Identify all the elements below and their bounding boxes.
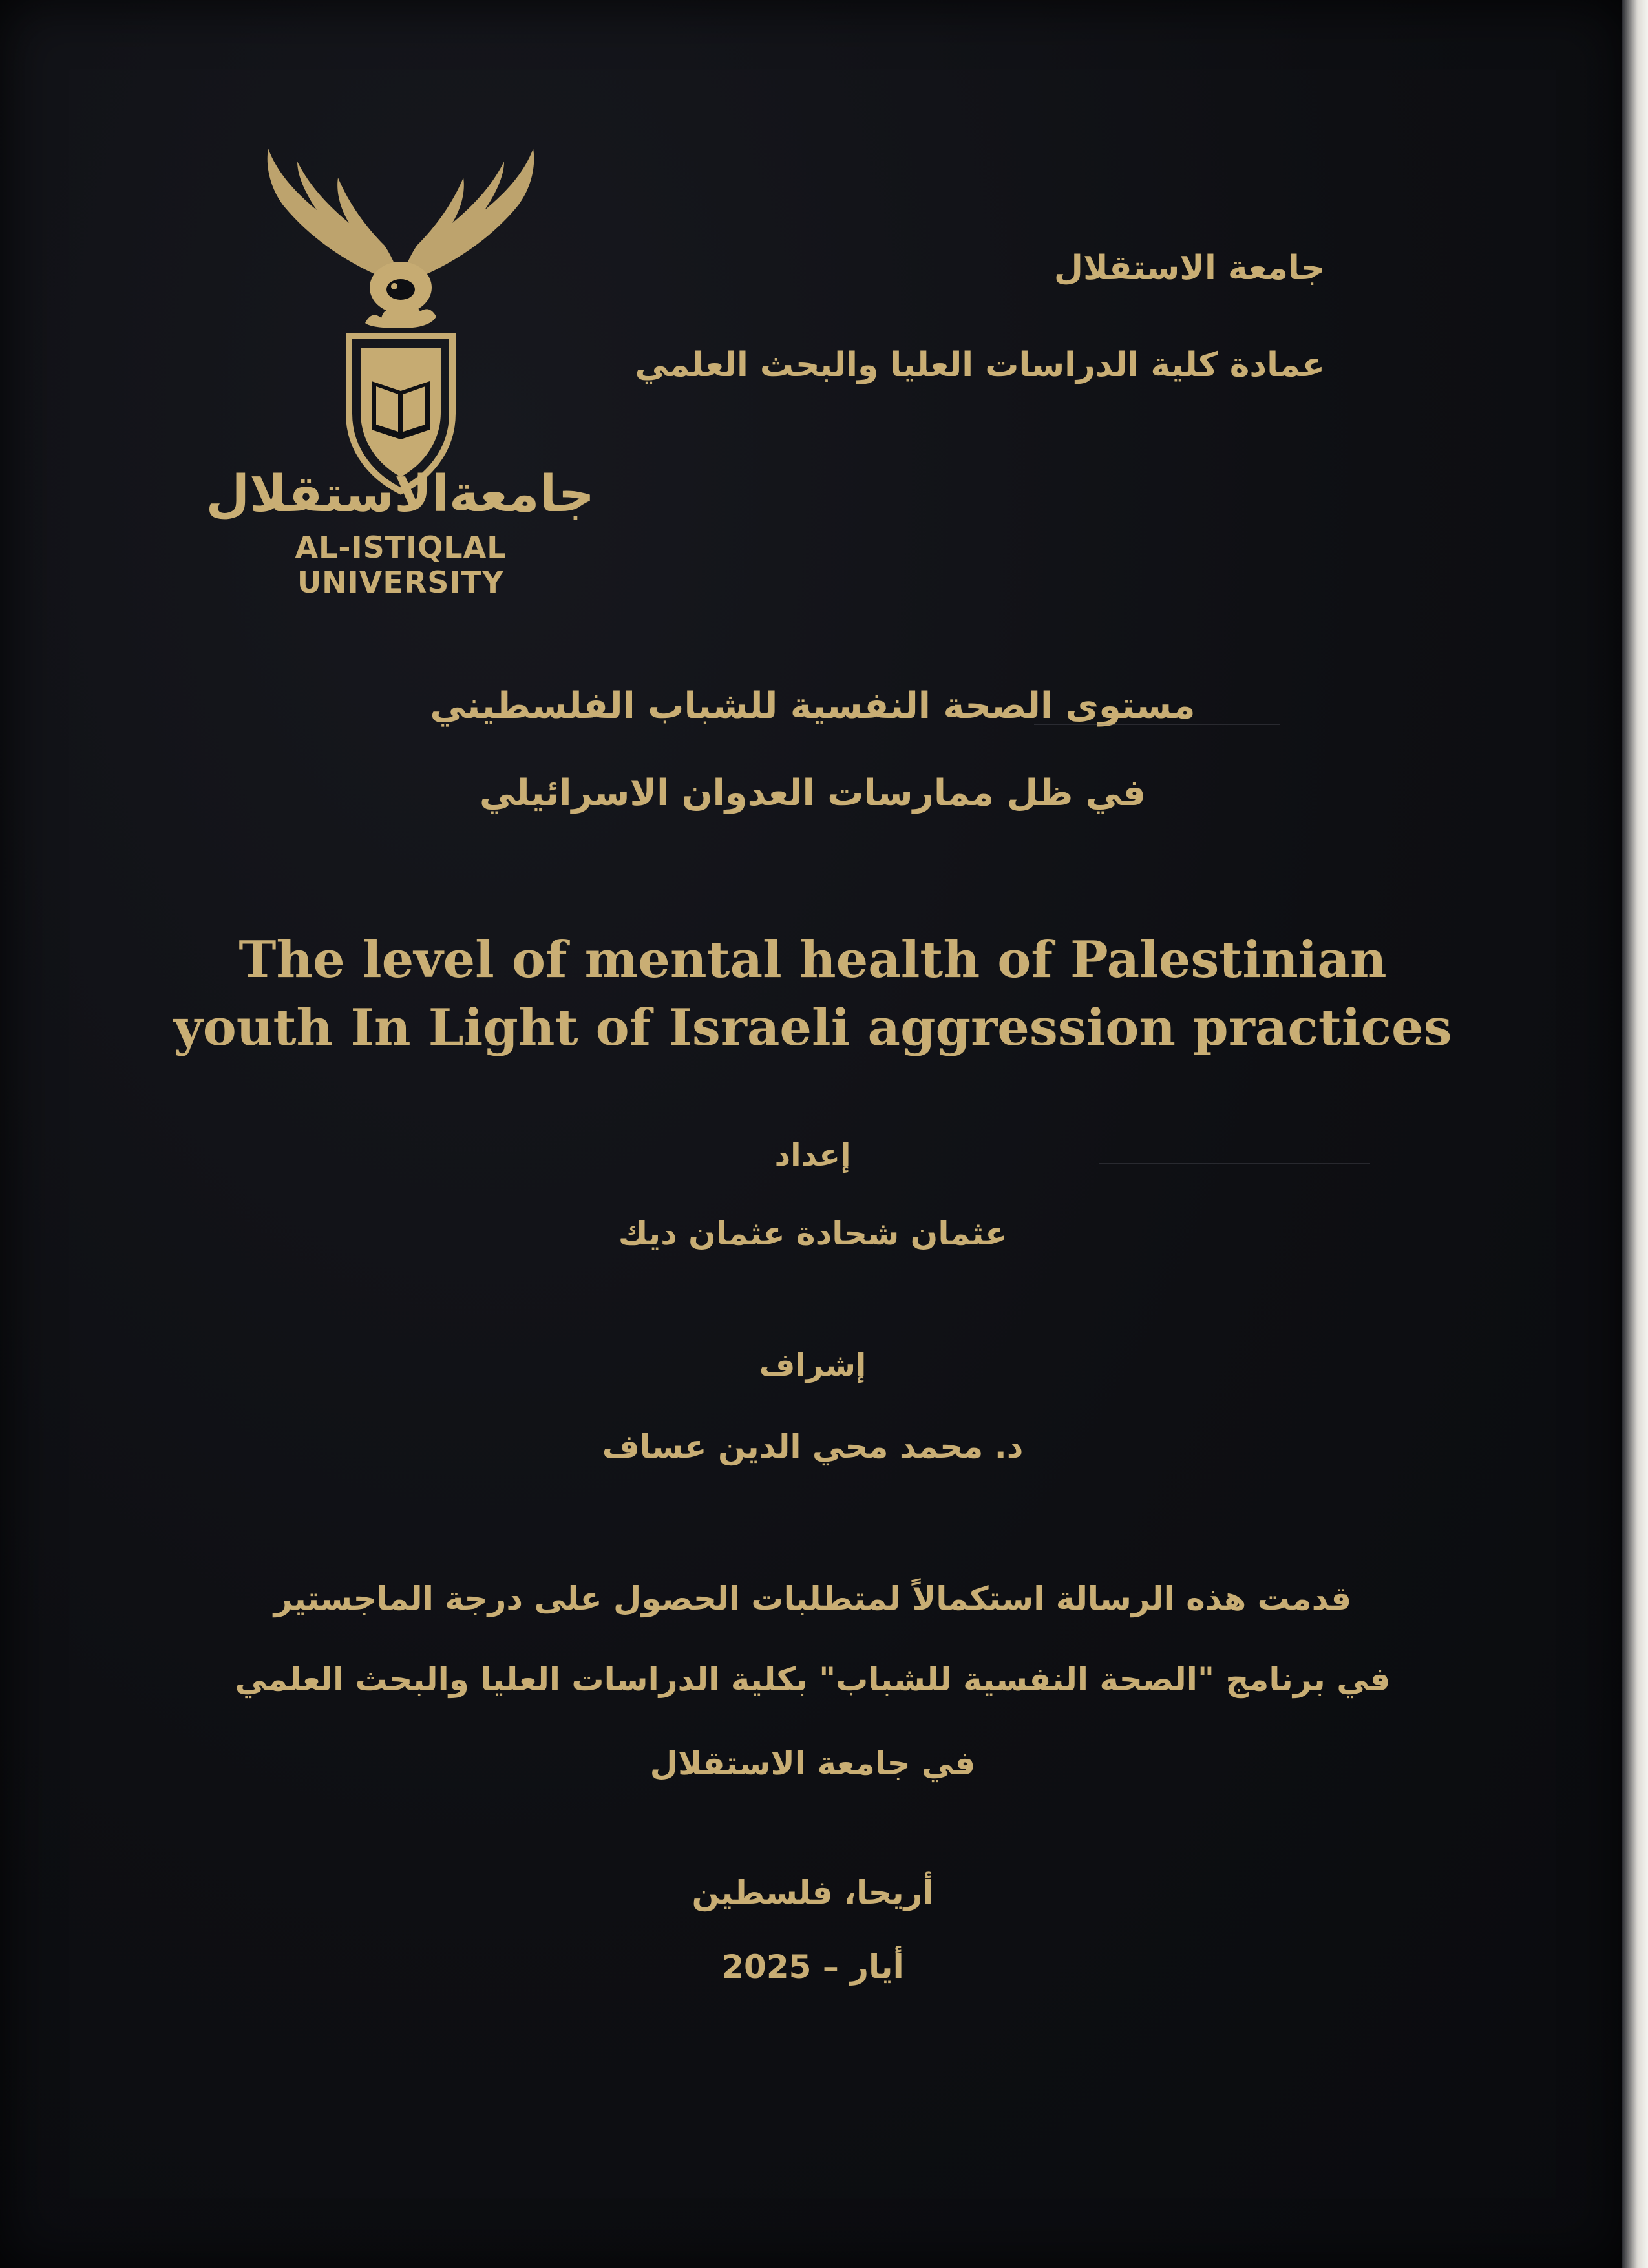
deanship-name: عمادة كلية الدراسات العليا والبحث العلمي xyxy=(635,346,1325,384)
author-name: عثمان شحادة عثمان ديك xyxy=(618,1215,1008,1252)
logo-english-wordmark: AL-ISTIQLAL UNIVERSITY xyxy=(295,530,507,600)
supervision-label: إشراف xyxy=(759,1347,867,1383)
thesis-statement-line2: في برنامج "الصحة النفسية للشباب" بكلية الدراسات العليا والبحث العلمي xyxy=(235,1661,1391,1698)
thesis-statement-line3: في جامعة الاستقلال xyxy=(650,1745,976,1782)
page-edge xyxy=(1622,0,1648,2268)
university-name: جامعة الاستقلال xyxy=(1053,249,1325,288)
thesis-statement-line1: قدمت هذه الرسالة استكمالاً لمتطلبات الحصول على درجة الماجستير xyxy=(273,1580,1352,1617)
cover-scratch xyxy=(1099,1163,1370,1164)
place: أريحا، فلسطين xyxy=(692,1874,934,1911)
logo-arabic-wordmark: جامعةالاستقلال xyxy=(206,465,595,523)
date: أيار – 2025 xyxy=(721,1948,904,1986)
title-english-line1: The level of mental health of Palestinian xyxy=(238,930,1387,989)
title-english-line2: youth In Light of Israeli aggression practices xyxy=(173,998,1452,1057)
prepared-by-label: إعداد xyxy=(774,1137,851,1173)
title-arabic-line2: في ظل ممارسات العدوان الاسرائيلي xyxy=(479,772,1146,814)
cover-scratch xyxy=(1034,724,1280,725)
title-arabic-line1: مستوى الصحة النفسية للشباب الفلسطيني xyxy=(430,685,1196,727)
supervisor-name: د. محمد محي الدين عساف xyxy=(602,1428,1024,1465)
